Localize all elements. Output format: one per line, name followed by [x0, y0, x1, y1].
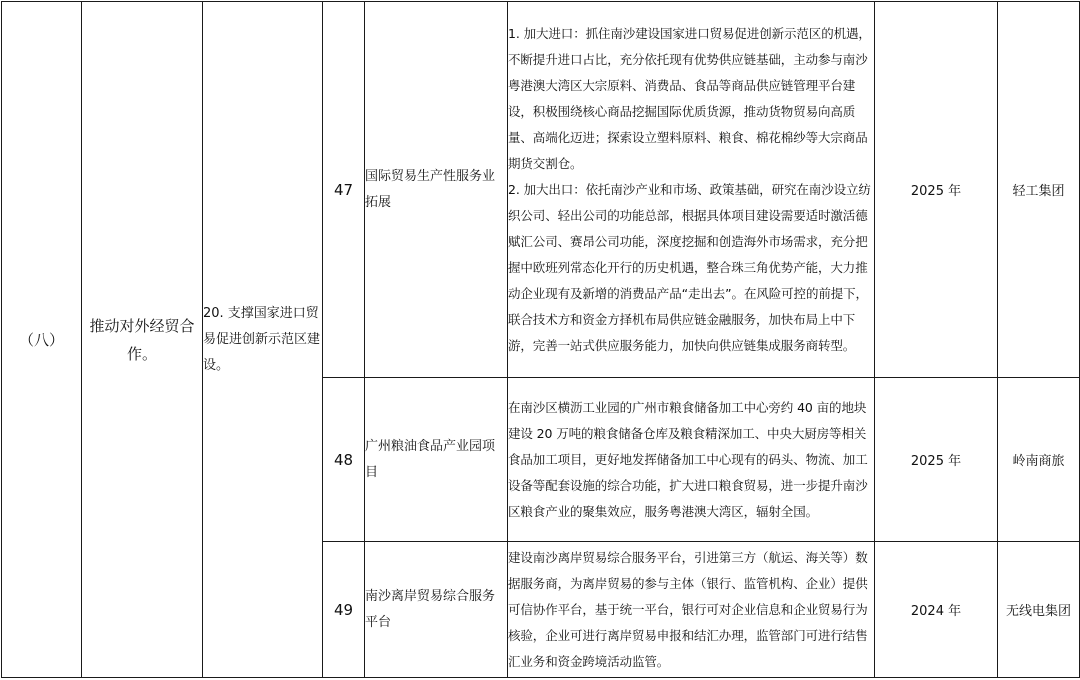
- row-number: 49: [323, 542, 365, 678]
- responsible-unit: 轻工集团: [998, 2, 1080, 378]
- project-name: 南沙离岸贸易综合服务平台: [365, 542, 508, 678]
- responsible-unit: 岭南商旅: [998, 378, 1080, 542]
- completion-year: 2024 年: [875, 542, 998, 678]
- completion-year: 2025 年: [875, 378, 998, 542]
- table-row: [2, 2, 1080, 378]
- task-cell: 20. 支撑国家进口贸易促进创新示范区建设。: [203, 2, 323, 678]
- section-cell: （八）: [2, 2, 82, 678]
- project-name: 广州粮油食品产业园项目: [365, 378, 508, 542]
- row-number: 47: [323, 2, 365, 378]
- project-description: [508, 542, 875, 678]
- project-description: [508, 378, 875, 542]
- row-number: 48: [323, 378, 365, 542]
- project-table: [1, 1, 1080, 678]
- description-paragraph: 建设南沙离岸贸易综合服务平台，引进第三方（航运、海关等）数据服务商，为离岸贸易的参与主体（银行、监管机构、企业）提供可信协作平台，基于统一平台，银行可对企业信息和企业贸易行为核验，企业可进行离岸贸易申报和结汇办理，监管部门可进行结售汇业务和资金跨境活动监管。: [508, 549, 868, 669]
- description-paragraph: 在南沙区横沥工业园的广州市粮食储备加工中心旁约 40 亩的地块建设 20 万吨的粮食储备仓库及粮食精深加工、中央大厨房等相关食品加工项目，更好地发挥储备加工中心现有的码头、物流、加工设备等配套设施的综合功能，扩大进口粮食贸易，进一步提升南沙区粮食产业的聚集效应，服务粤港澳大湾区，辐射全国。: [508, 399, 868, 519]
- completion-year: 2025 年: [875, 2, 998, 378]
- project-description: [508, 2, 875, 378]
- project-name: 国际贸易生产性服务业拓展: [365, 2, 508, 378]
- category-cell: 推动对外经贸合作。: [82, 2, 203, 678]
- description-paragraph: 1. 加大进口：抓住南沙建设国家进口贸易促进创新示范区的机遇，不断提升进口占比，充分依托现有优势供应链基础，主动参与南沙粤港澳大湾区大宗原料、消费品、食品等商品供应链管理平台建设，积极围绕核心商品挖掘国际优质货源，推动货物贸易向高质量、高端化迈进；探索设立塑料原料、粮食、棉花棉纱等大宗商品期货交割仓。: [508, 25, 871, 171]
- description-paragraph: 2. 加大出口：依托南沙产业和市场、政策基础，研究在南沙设立纺织公司、轻出公司的功能总部，根据具体项目建设需要适时激活德赋汇公司、赛昂公司功能，深度挖掘和创造海外市场需求，充分把握中欧班列常态化开行的历史机遇，整合珠三角优势产能，大力推动企业现有及新增的消费品产品“走出去”。在风险可控的前提下，联合技术方和资金方择机布局供应链金融服务，加快布局上中下游，完善一站式供应服务能力，加快向供应链集成服务商转型。: [508, 181, 871, 353]
- responsible-unit: 无线电集团: [998, 542, 1080, 678]
